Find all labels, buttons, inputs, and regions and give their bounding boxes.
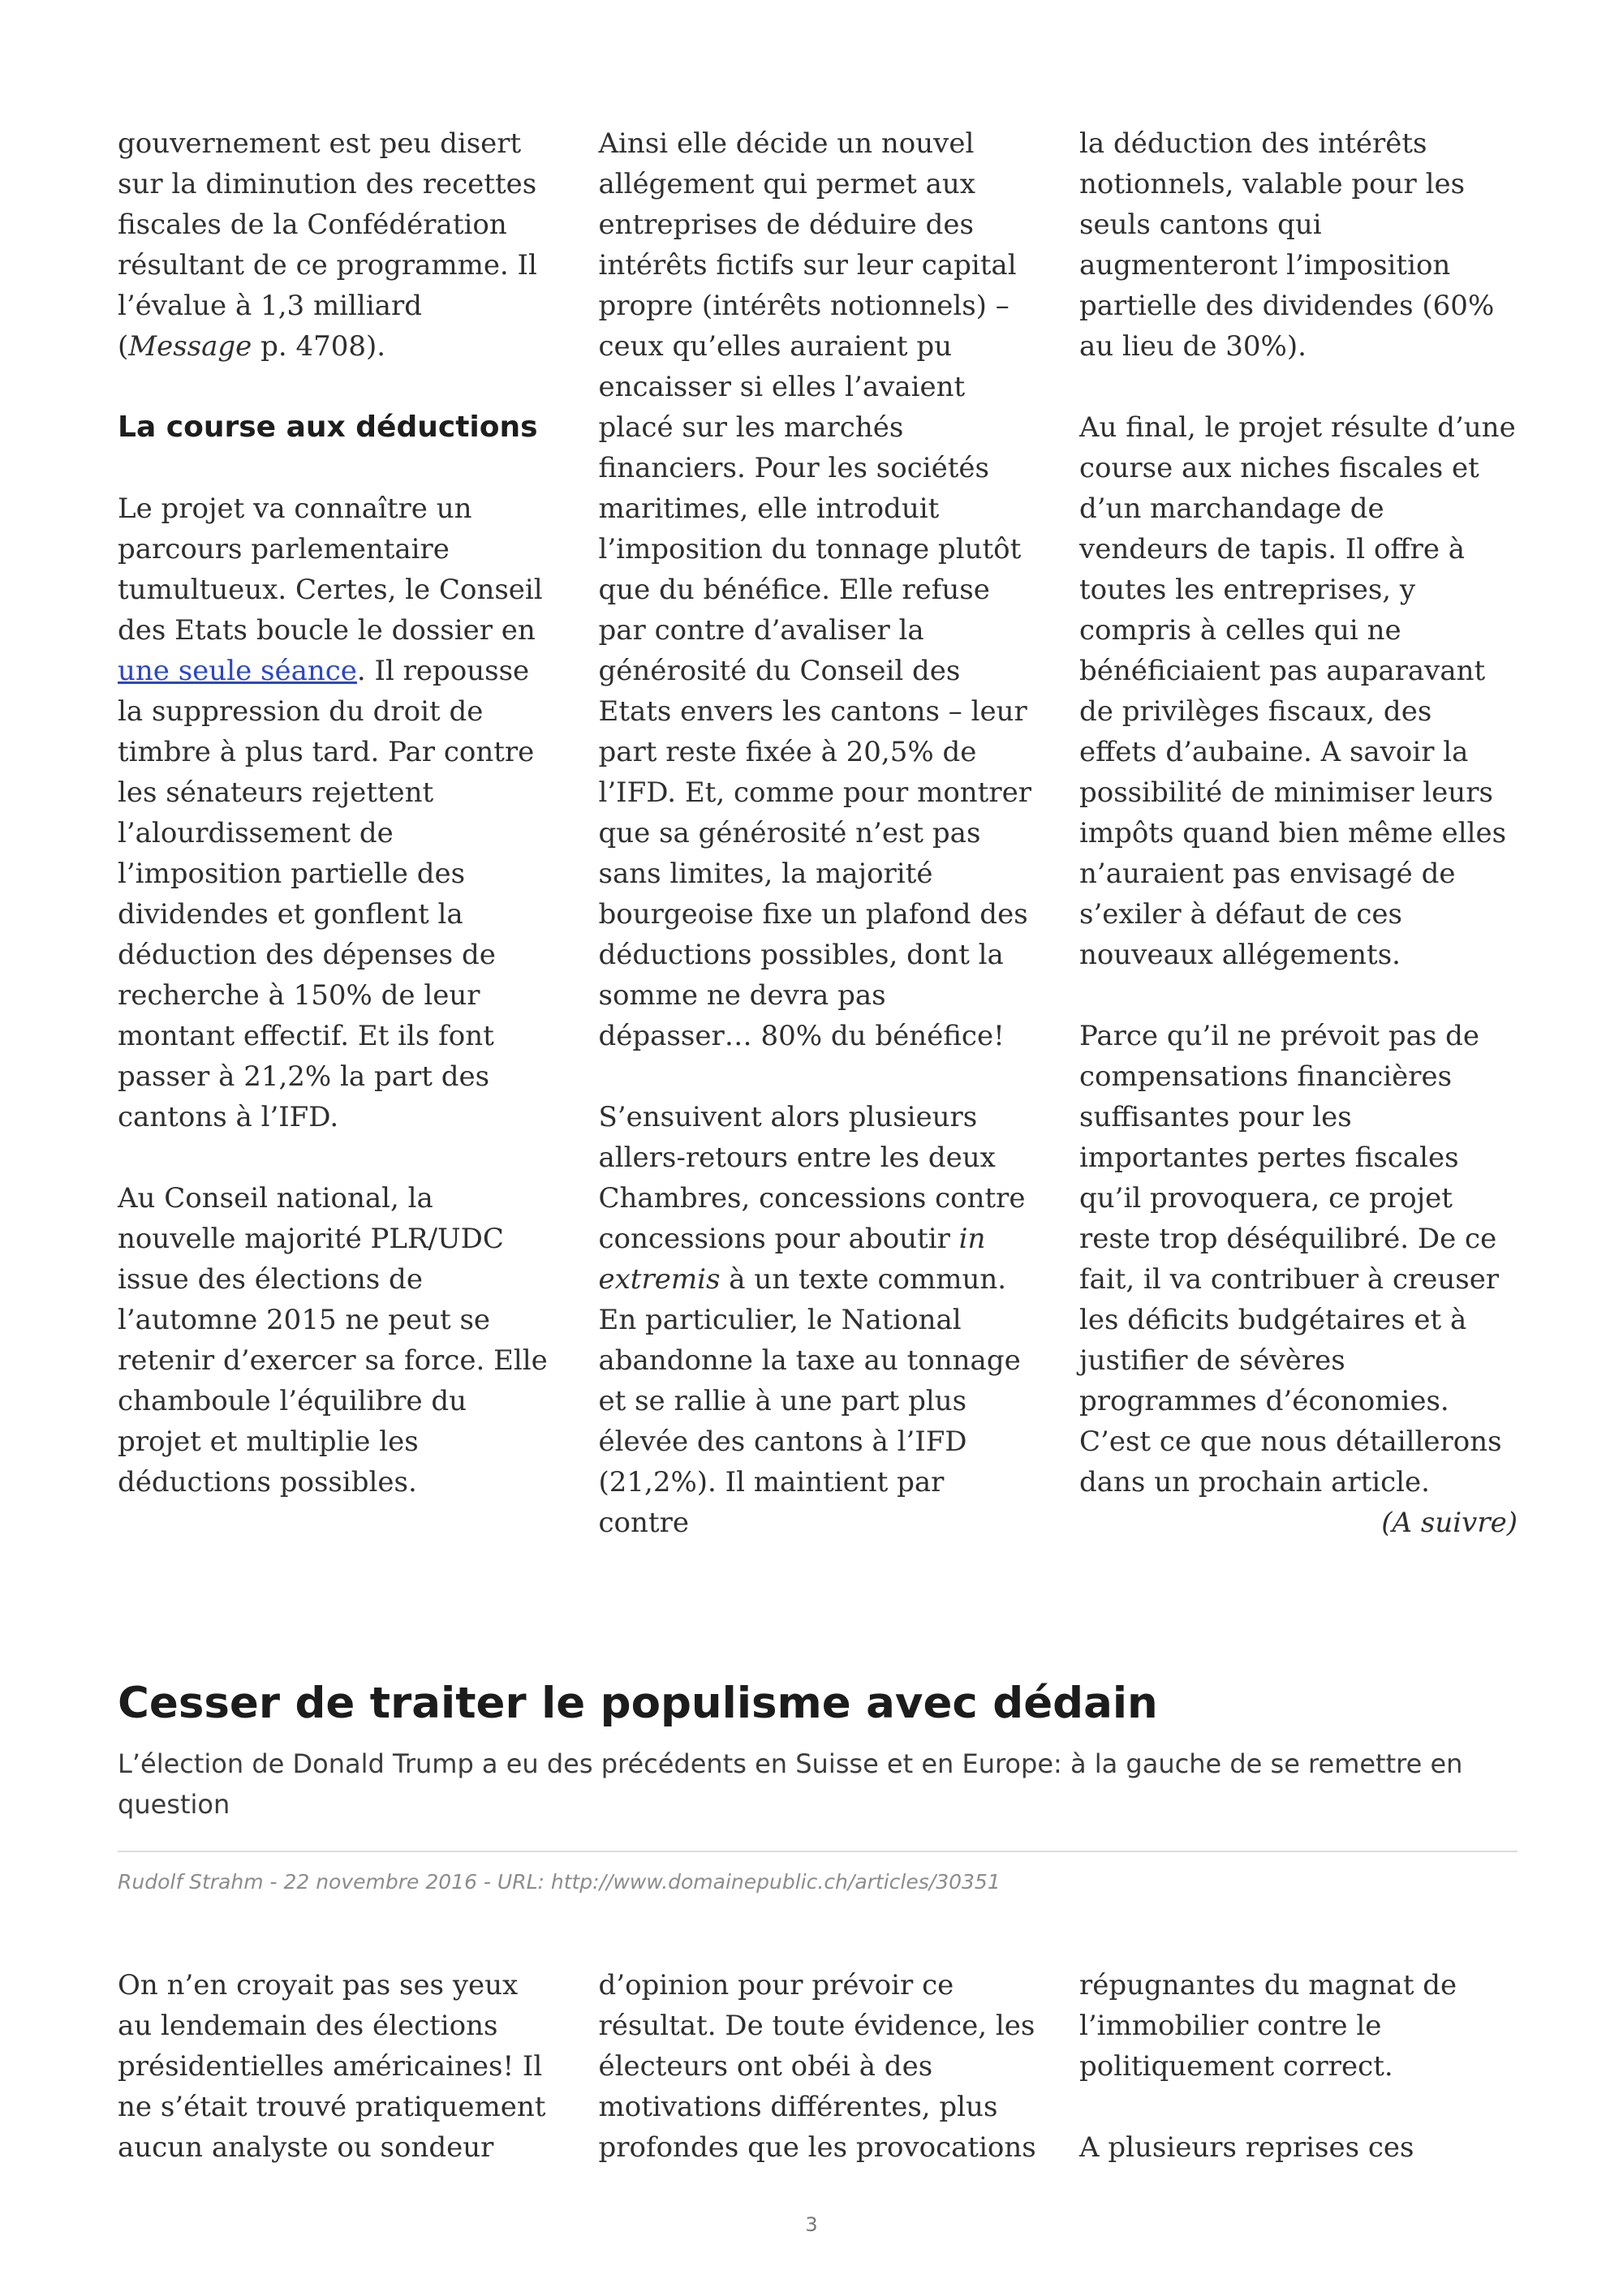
paragraph: répugnantes du magnat de l’immobilier contre le politiquement correct.: [1079, 1969, 1457, 2083]
divider: [118, 1851, 1518, 1852]
article-title: Cesser de traiter le populisme avec dédain: [118, 1679, 1158, 1728]
article-byline: Rudolf Strahm - 22 novembre 2016 - URL: http://www.domainepublic.ch/articles/30351: [118, 1870, 1001, 1894]
article-header: [118, 1675, 1518, 1894]
article-lead: L’élection de Donald Trump a eu des précédents en Suisse et en Europe: à la gauche de se remettre en question: [118, 1748, 1463, 1820]
section-subheading: La course aux déductions: [118, 411, 538, 444]
paragraph: la déduction des intérêts notionnels, valable pour les seuls cantons qui augmenteront l’imposition partielle des dividendes (60% au lieu de 30%).: [1079, 127, 1495, 363]
paragraph: Parce qu’il ne prévoit pas de compensations financières suffisantes pour les importantes pertes fiscales qu’il provoquera, ce projet reste trop déséquilibré. De ce fait, il va contribuer à creuser les déficits budgétaires et à justifier de sévères programmes d’économies. C’est ce que nous détaillerons dans un prochain article.: [1079, 1020, 1502, 1498]
paragraph: Au final, le projet résulte d’une course aux niches fiscales et d’un marchandage de vendeurs de tapis. Il offre à toutes les entreprises, y compris à celles qui ne bénéficiaient pas auparavant de privilèges fiscaux, des effets d’aubaine. A savoir la possibilité de minimiser leurs impôts quand bien même elles n’auraient pas envisagé de s’exiler à défaut de ces nouveaux allégements.: [1079, 411, 1516, 971]
paragraph: S’ensuivent alors plusieurs allers-retours entre les deux Chambres, concessions contre concessions pour aboutir in extremis à un texte commun. En particulier, le National abandonne la taxe au tonnage et se rallie à une part plus élevée des cantons à l’IFD (21,2%). Il maintient par contre: [598, 1101, 1026, 1539]
paragraph: Au Conseil national, la nouvelle majorité PLR/UDC issue des élections de l’automne 2015 ne peut se retenir d’exercer sa force. Elle chamboule l’équilibre du projet et multiplie les déductions possibles.: [118, 1182, 548, 1498]
paragraph: On n’en croyait pas ses yeux au lendemain des élections présidentielles américaines! Il ne s’était trouvé pratiquement aucun analyste ou sondeur: [118, 1969, 546, 2164]
column-3: [1079, 123, 1518, 1543]
paragraph: Le projet va connaître un parcours parlementaire tumultueux. Certes, le Conseil des Etats boucle le dossier en une seule séance. Il repousse la suppression du droit de timbre à plus tard. Par contre les sénateurs rejettent l’alourdissement de l’imposition partielle des dividendes et gonflent la déduction des dépenses de recherche à 150% de leur montant effectif. Et ils font passer à 21,2% la part des cantons à l’IFD.: [118, 492, 543, 1133]
paragraph: A plusieurs reprises ces: [1079, 2131, 1414, 2164]
column-3: [1079, 1965, 1518, 2168]
page-number: 3: [805, 2213, 818, 2236]
column-1: [118, 1965, 556, 2168]
continued-article-columns: [118, 123, 1518, 1543]
seance-link[interactable]: une seule séance: [118, 655, 357, 687]
paragraph: gouvernement est peu disert sur la diminution des recettes fiscales de la Confédération résultant de ce programme. Il l’évalue à 1,3 milliard (Message p. 4708).: [118, 127, 537, 363]
paragraph: Ainsi elle décide un nouvel allégement qui permet aux entreprises de déduire des intérêts fictifs sur leur capital propre (intérêts notionnels) – ceux qu’elles auraient pu encaisser si elles l’avaient placé sur les marchés financiers. Pour les sociétés maritimes, elle introduit l’imposition du tonnage plutôt que du bénéfice. Elle refuse par contre d’avaliser la générosité du Conseil des Etats envers les cantons – leur part reste fixée à 20,5% de l’IFD. Et, comme pour montrer que sa générosité n’est pas sans limites, la majorité bourgeoise fixe un plafond des déductions possibles, dont la somme ne devra pas dépasser… 80% du bénéfice!: [598, 127, 1031, 1052]
column-1: [118, 123, 556, 1543]
column-2: [599, 1965, 1037, 2168]
column-2: [599, 123, 1037, 1543]
a-suivre-note: (A suivre): [1381, 1507, 1518, 1539]
paragraph: d’opinion pour prévoir ce résultat. De toute évidence, les électeurs ont obéi à des motivations différentes, plus profondes que les provocations: [598, 1969, 1036, 2164]
new-article-columns: [118, 1965, 1518, 2168]
